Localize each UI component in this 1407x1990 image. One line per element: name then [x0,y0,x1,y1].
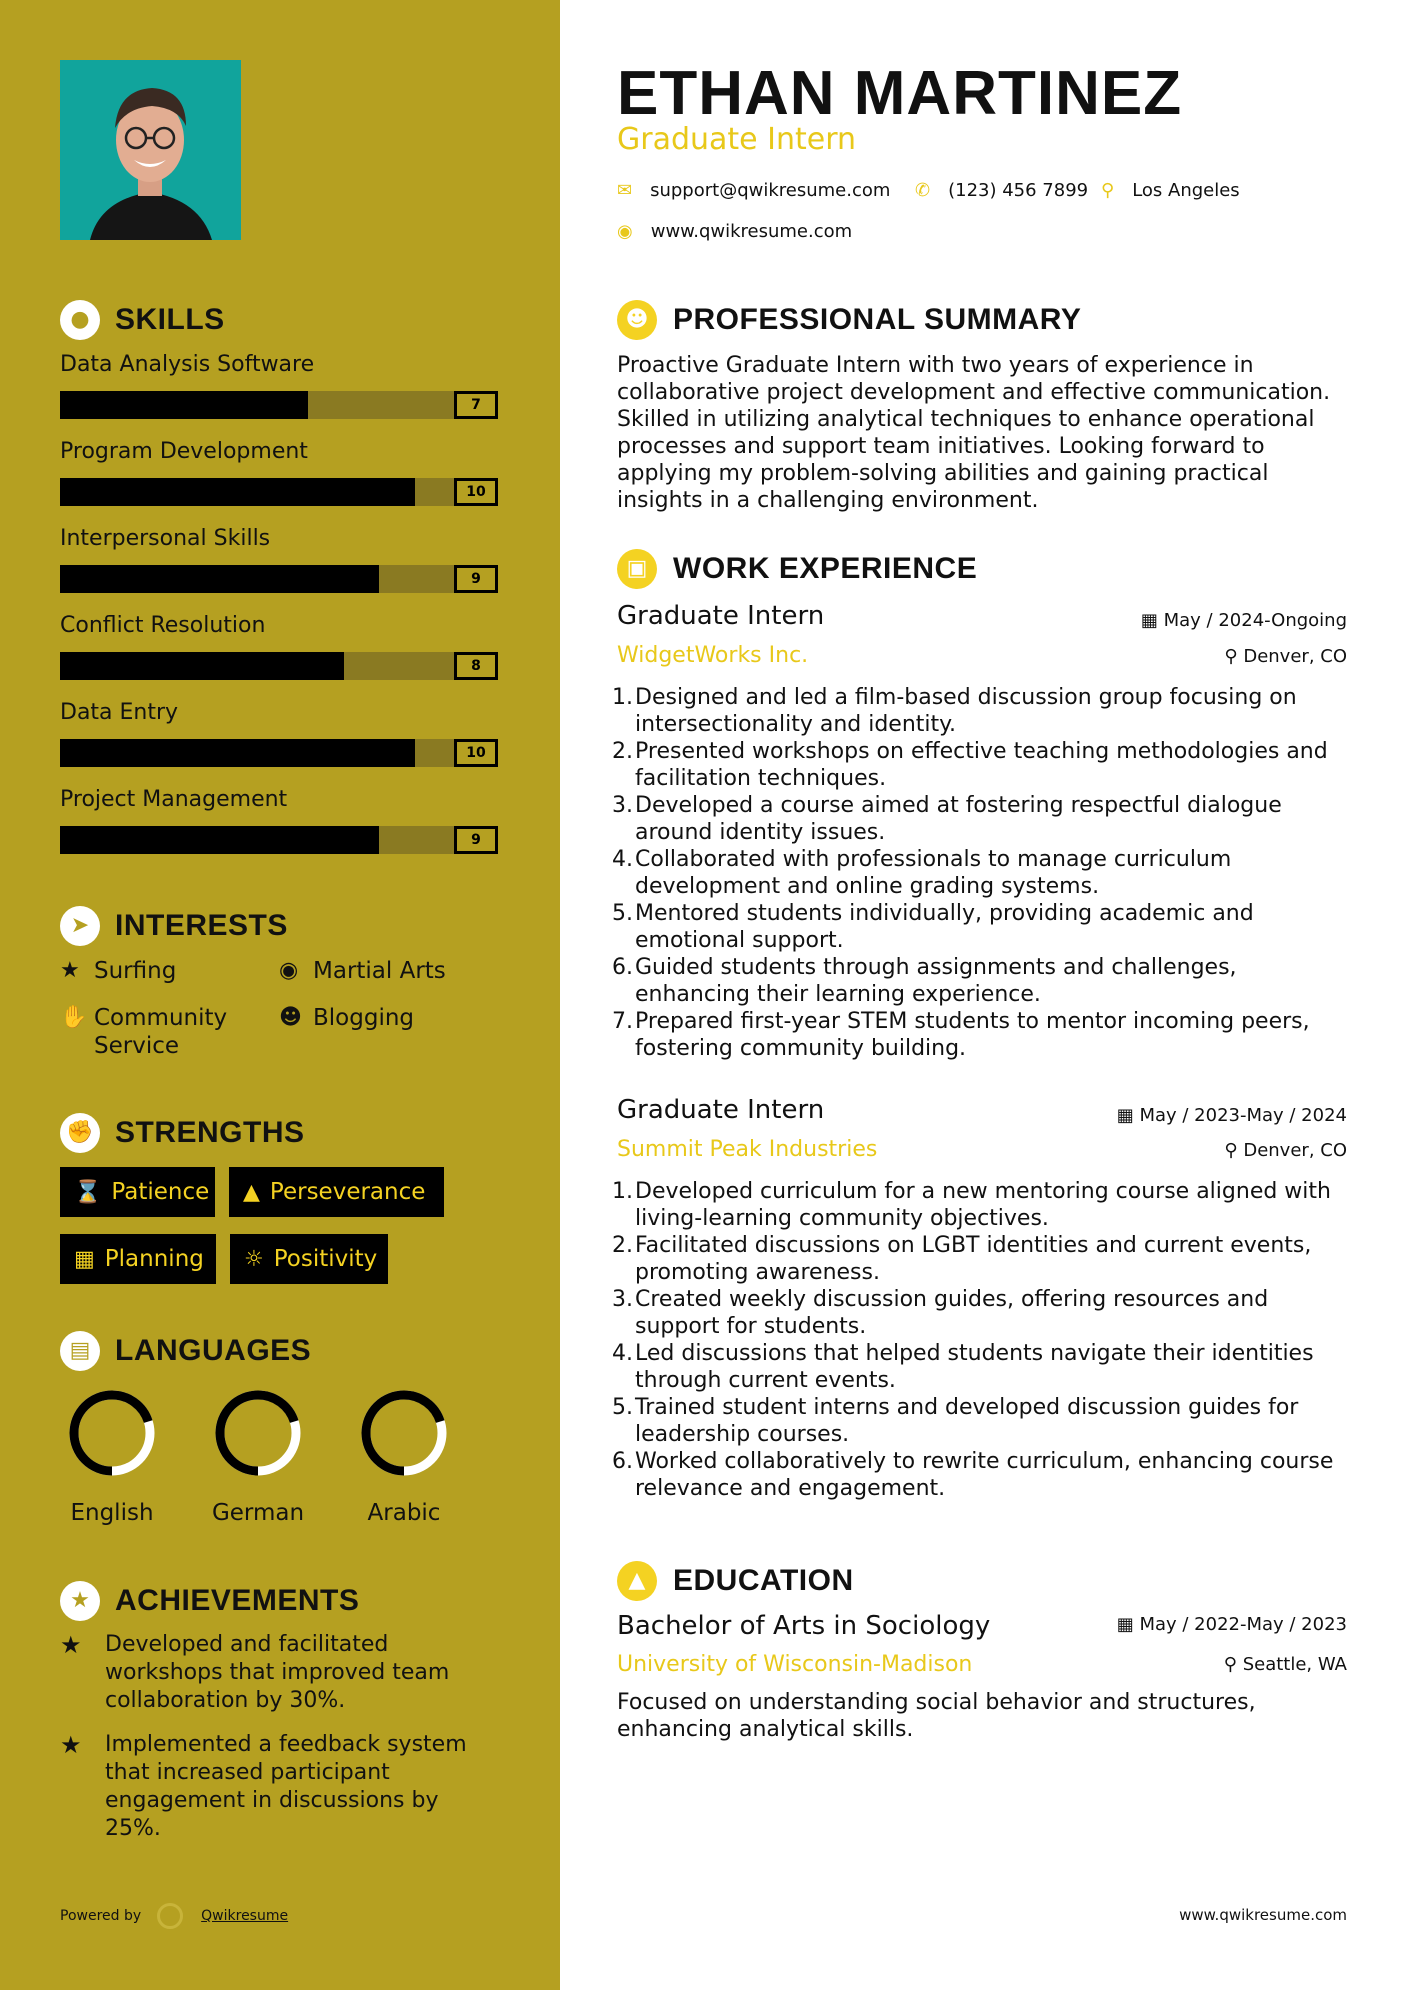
interest-item [279,1004,414,1032]
calendar-icon: ▦ [74,1246,95,1272]
bullet-number: 5. [612,901,633,926]
job-bullet [612,1178,1352,1232]
bullet-number: 7. [612,1009,633,1034]
bullet-text: Facilitated discussions on LGBT identities and current events, promoting awareness. [635,1233,1312,1285]
interest-label: Surfing [94,958,177,984]
experience-heading [617,549,977,589]
job-company: Summit Peak Industries [617,1137,878,1162]
qwikresume-link[interactable]: Qwikresume [201,1908,289,1924]
language-ring [358,1387,450,1479]
bullet-text: Mentored students individually, providing academic and emotional support. [635,901,1254,953]
contact-website[interactable] [617,221,852,242]
skill-score: 9 [454,826,498,854]
job-bullet [612,1448,1352,1502]
bullet-number: 2. [612,739,633,764]
strength-label: Patience [111,1179,210,1205]
bullet-text: Prepared first-year STEM students to mentor incoming peers, fostering community building. [635,1009,1310,1061]
achievements-heading [60,1581,359,1621]
language-ring [66,1387,158,1479]
job-location-text: Denver, CO [1243,646,1347,667]
job-bullets [612,1178,1352,1502]
job-bullet [612,738,1352,792]
shooting-star-icon: ★ [60,1731,82,1759]
star-icon: ★ [60,958,80,983]
strength-label: Planning [104,1246,204,1272]
skill-bar-fill [60,652,344,680]
job-bullets [612,684,1352,1062]
hand-icon: ✋ [60,1005,88,1030]
language-ring [212,1387,304,1479]
skill-bar [60,391,498,419]
qwikresume-logo-icon [157,1903,183,1929]
graduation-icon: ▲ [617,1561,657,1601]
location-text: Los Angeles [1132,180,1240,201]
education-degree: Bachelor of Arts in Sociology [617,1611,991,1641]
strength-label: Perseverance [269,1179,426,1205]
bullet-text: Presented workshops on effective teaching methodologies and facilitation techniques. [635,739,1328,791]
bullet-number: 2. [612,1233,633,1258]
skill-name: Interpersonal Skills [60,526,271,551]
strength-badge [229,1167,444,1217]
skill-bar-fill [60,565,379,593]
website-text[interactable]: www.qwikresume.com [650,221,853,242]
achievement-item [60,1631,500,1715]
road-icon: ▲ [243,1179,260,1205]
education-location [1224,1654,1347,1675]
bullet-text: Created weekly discussion guides, offering resources and support for students. [635,1287,1269,1339]
calendar-icon: ▦ [1140,610,1158,631]
skill-bar [60,739,498,767]
powered-label: Powered by [60,1908,142,1924]
job-bullet [612,1286,1352,1340]
contact-location [1101,180,1240,201]
skills-title: SKILLS [115,303,225,336]
experience-title: WORK EXPERIENCE [673,552,978,585]
sidebar [0,0,560,1990]
candidate-name: ETHAN MARTINEZ [617,59,1183,128]
map-pin-icon: ⚲ [1101,180,1115,201]
skill-score: 10 [454,739,498,767]
bullet-number: 3. [612,1287,633,1312]
skill-bar [60,826,498,854]
skill-score: 10 [454,478,498,506]
summary-text: Proactive Graduate Intern with two years of experience in collaborative project development and effective communication. Skilled in utilizing analytical techniques to enhance operational processes and support team initiatives. Looking forward to applying my problem-solving abilities and gaining practical insights in a challenging environment. [617,353,1331,513]
bullet-number: 6. [612,1449,633,1474]
education-location-text: Seattle, WA [1242,1654,1347,1675]
language-ring-center [225,1400,291,1466]
job-bullet [612,1008,1352,1062]
pin-icon: ⚲ [1224,646,1238,667]
phone-icon: ✆ [915,180,931,201]
strength-badge [60,1167,215,1217]
interest-label: Community Service [94,1005,228,1059]
language-name: Arabic [367,1500,441,1526]
bullet-number: 6. [612,955,633,980]
strength-label: Positivity [273,1246,378,1272]
bullet-text: Developed a course aimed at fostering respectful dialogue around identity issues. [635,793,1282,845]
skill-bar-fill [60,826,379,854]
candidate-title: Graduate Intern [617,122,857,157]
bullet-text: Collaborated with professionals to manage curriculum development and online grading systems. [635,847,1232,899]
job-date [1117,1105,1347,1126]
bullet-number: 1. [612,1179,633,1204]
fist-icon: ✊ [60,1113,100,1153]
job-location [1224,1140,1347,1161]
education-description: Focused on understanding social behavior and structures, enhancing analytical skills. [617,1690,1256,1742]
job-bullet [612,954,1352,1008]
email-text[interactable]: support@qwikresume.com [650,180,891,201]
bullet-number: 3. [612,793,633,818]
language-name: German [211,1500,305,1526]
contact-email[interactable] [617,180,890,201]
summary-heading [617,300,1081,340]
bullet-text: Trained student interns and developed discussion guides for leadership courses. [635,1395,1299,1447]
languages-heading [60,1331,311,1371]
contact-phone[interactable] [915,180,1088,201]
job-bullet [612,900,1352,954]
envelope-icon: ✉ [617,180,633,201]
language-name: English [70,1500,154,1526]
summary-title: PROFESSIONAL SUMMARY [673,303,1082,336]
bullet-number: 5. [612,1395,633,1420]
lightbulb-icon: ● [60,300,100,340]
job-date-text: May / 2024-Ongoing [1163,610,1347,631]
language-card-icon: ▤ [60,1331,100,1371]
skill-name: Data Entry [60,700,179,725]
skill-bar-fill [60,478,415,506]
interest-item [279,957,446,985]
paper-plane-icon: ➤ [60,906,100,946]
interest-item [60,1004,260,1060]
calendar-icon: ▦ [1116,1105,1134,1126]
achievement-text: Developed and facilitated workshops that improved team collaboration by 30%. [105,1632,450,1713]
skill-bar [60,565,498,593]
skill-score: 8 [454,652,498,680]
strength-badge [60,1234,216,1284]
job-title: Graduate Intern [617,601,825,631]
bullet-text: Led discussions that helped students navigate their identities through current events. [635,1341,1314,1393]
skills-heading [60,300,225,340]
job-company: WidgetWorks Inc. [617,643,809,668]
education-date-text: May / 2022-May / 2023 [1139,1614,1347,1635]
powered-by [60,1903,288,1929]
job-date [1141,610,1347,631]
skill-bar [60,478,498,506]
achievements-title: ACHIEVEMENTS [115,1584,360,1617]
education-title: EDUCATION [673,1564,854,1597]
pin-icon: ⚲ [1223,1654,1237,1675]
interest-item [60,957,176,985]
interest-label: Blogging [313,1005,415,1031]
skill-name: Data Analysis Software [60,352,315,377]
skill-name: Conflict Resolution [60,613,266,638]
achievement-text: Implemented a feedback system that increased participant engagement in discussions by 25%. [105,1732,467,1841]
office-chair-icon: ▣ [617,549,657,589]
skill-bar-fill [60,739,415,767]
job-bullet [612,1394,1352,1448]
job-title: Graduate Intern [617,1095,825,1125]
education-heading [617,1561,854,1601]
shooting-star-icon: ★ [60,1631,82,1659]
education-date [1117,1614,1347,1635]
job-bullet [612,792,1352,846]
interests-heading [60,906,288,946]
phone-text[interactable]: (123) 456 7899 [948,180,1089,201]
job-bullet [612,1232,1352,1286]
achievement-item [60,1731,500,1843]
calendar-icon: ▦ [1116,1614,1134,1635]
skill-score: 7 [454,391,498,419]
hourglass-icon: ⌛ [74,1179,102,1205]
bullet-text: Designed and led a film-based discussion group focusing on intersectionality and identity. [635,685,1297,737]
bullet-text: Worked collaboratively to rewrite curriculum, enhancing course relevance and engagement. [635,1449,1334,1501]
job-location [1224,646,1347,667]
job-bullet [612,684,1352,738]
strength-badge [230,1234,388,1284]
job-bullet [612,846,1352,900]
job-bullet [612,1340,1352,1394]
education-school: University of Wisconsin-Madison [617,1652,973,1677]
pin-icon: ⚲ [1224,1140,1238,1161]
skill-name: Project Management [60,787,288,812]
bullet-number: 1. [612,685,633,710]
skill-name: Program Development [60,439,308,464]
language-ring-center [79,1400,145,1466]
footer-url[interactable]: www.qwikresume.com [1179,1906,1347,1924]
interest-label: Martial Arts [313,958,446,984]
person-portrait-icon [60,60,241,240]
profile-photo [60,60,241,240]
interests-title: INTERESTS [115,909,288,942]
users-icon: ☻ [279,1005,302,1030]
bullet-number: 4. [612,847,633,872]
bullet-text: Developed curriculum for a new mentoring course aligned with living-learning community objectives. [635,1179,1331,1231]
job-date-text: May / 2023-May / 2024 [1139,1105,1347,1126]
strengths-title: STRENGTHS [115,1116,305,1149]
job-location-text: Denver, CO [1243,1140,1347,1161]
bullet-number: 4. [612,1341,633,1366]
globe-icon: ◉ [279,958,299,983]
strengths-heading [60,1113,305,1153]
sun-icon: ☼ [244,1246,264,1272]
skill-bar-fill [60,391,308,419]
globe-icon: ◉ [617,221,633,242]
skill-score: 9 [454,565,498,593]
user-icon: ☻ [617,300,657,340]
language-ring-center [371,1400,437,1466]
skill-bar [60,652,498,680]
star-badge-icon: ★ [60,1581,100,1621]
languages-title: LANGUAGES [115,1334,312,1367]
bullet-text: Guided students through assignments and challenges, enhancing their learning experience. [635,955,1237,1007]
